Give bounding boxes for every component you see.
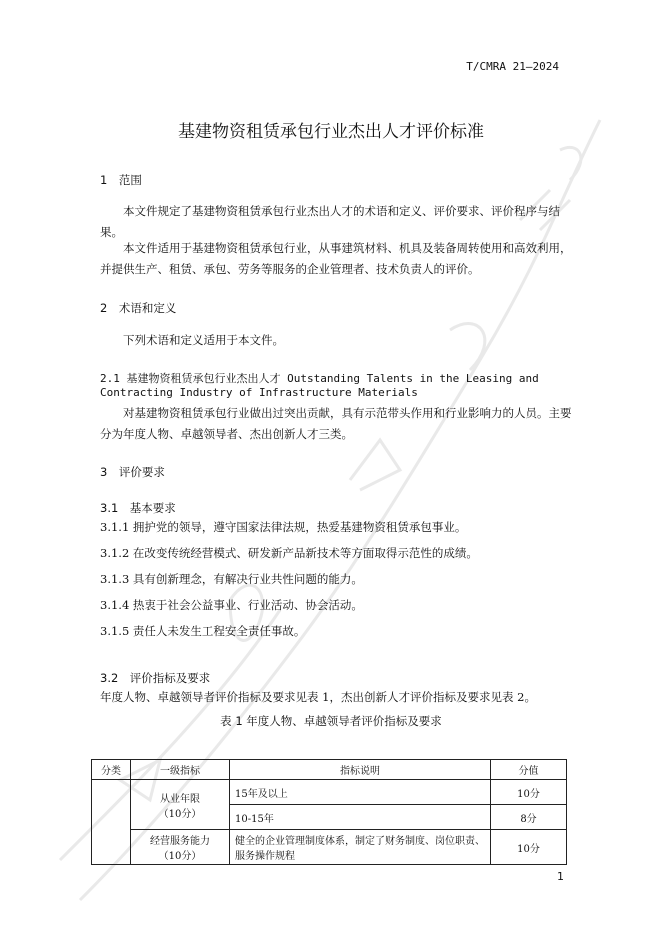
term-2-1-line-1: 2.1 基建物资租赁承包行业杰出人才 Outstanding Talents in the Leasing and bbox=[100, 372, 539, 385]
score-cell: 10分 bbox=[491, 830, 567, 865]
table-row bbox=[92, 780, 567, 805]
section-2-heading: 2 术语和定义 bbox=[100, 301, 177, 315]
section-2-paragraph: 下列术语和定义适用于本文件。 bbox=[123, 333, 284, 347]
indicator-cell: 经营服务能力 （10分） bbox=[131, 830, 230, 865]
section-1-paragraph-2: 本文件适用于基建物资租赁承包行业，从事建筑材料、机具及装备周转使用和高效利用，并提供生产、租赁、承包、劳务等服务的企业管理者、技术负责人的评价。 bbox=[100, 241, 572, 276]
column-header-indicator: 一级指标 bbox=[131, 760, 230, 780]
table-1 bbox=[91, 759, 567, 865]
section-3-2-heading: 3.2 评价指标及要求 bbox=[100, 671, 211, 685]
document-code: T/CMRA 21—2024 bbox=[466, 60, 559, 73]
requirement-3-1-3: 3.1.3 具有创新理念，有解决行业共性问题的能力。 bbox=[100, 572, 363, 586]
requirement-3-1-5: 3.1.5 责任人未发生工程安全责任事故。 bbox=[100, 624, 306, 638]
section-3-2-text: 年度人物、卓越领导者评价指标及要求见表 1，杰出创新人才评价指标及要求见表 2。 bbox=[100, 690, 536, 704]
section-3-heading: 3 评价要求 bbox=[100, 465, 165, 479]
section-1-paragraph-1: 本文件规定了基建物资租赁承包行业杰出人才的术语和定义、评价要求、评价程序与结果。 bbox=[100, 204, 560, 239]
column-header-category: 分类 bbox=[92, 760, 131, 780]
term-2-1-line-2: Contracting Industry of Infrastructure Materials bbox=[100, 386, 418, 399]
page-number: 1 bbox=[557, 870, 564, 883]
requirement-3-1-4: 3.1.4 热衷于社会公益事业、行业活动、协会活动。 bbox=[100, 598, 363, 612]
score-cell: 10分 bbox=[491, 780, 567, 805]
table-1-caption: 表 1 年度人物、卓越领导者评价指标及要求 bbox=[220, 714, 442, 728]
term-2-1-definition: 对基建物资租赁承包行业做出过突出贡献，具有示范带头作用和行业影响力的人员。主要分为年度人物、卓越领导者、杰出创新人才三类。 bbox=[100, 406, 572, 441]
description-cell: 10-15年 bbox=[230, 805, 491, 830]
section-3-1-heading: 3.1 基本要求 bbox=[100, 501, 176, 515]
section-1-heading: 1 范围 bbox=[100, 173, 142, 187]
category-cell bbox=[92, 780, 131, 865]
requirement-3-1-2: 3.1.2 在改变传统经营模式、研发新产品新技术等方面取得示范性的成绩。 bbox=[100, 546, 478, 560]
column-header-description: 指标说明 bbox=[230, 760, 491, 780]
document-title: 基建物资租赁承包行业杰出人才评价标准 bbox=[178, 122, 484, 142]
requirement-3-1-1: 3.1.1 拥护党的领导，遵守国家法律法规，热爱基建物资租赁承包事业。 bbox=[100, 520, 467, 534]
indicator-cell: 从业年限 （10分） bbox=[131, 780, 230, 830]
description-cell: 健全的企业管理制度体系，制定了财务制度、岗位职责、服务操作规程 bbox=[230, 830, 491, 865]
description-cell: 15年及以上 bbox=[230, 780, 491, 805]
table-header-row bbox=[92, 760, 567, 780]
column-header-score: 分值 bbox=[491, 760, 567, 780]
table-row bbox=[92, 830, 567, 865]
score-cell: 8分 bbox=[491, 805, 567, 830]
